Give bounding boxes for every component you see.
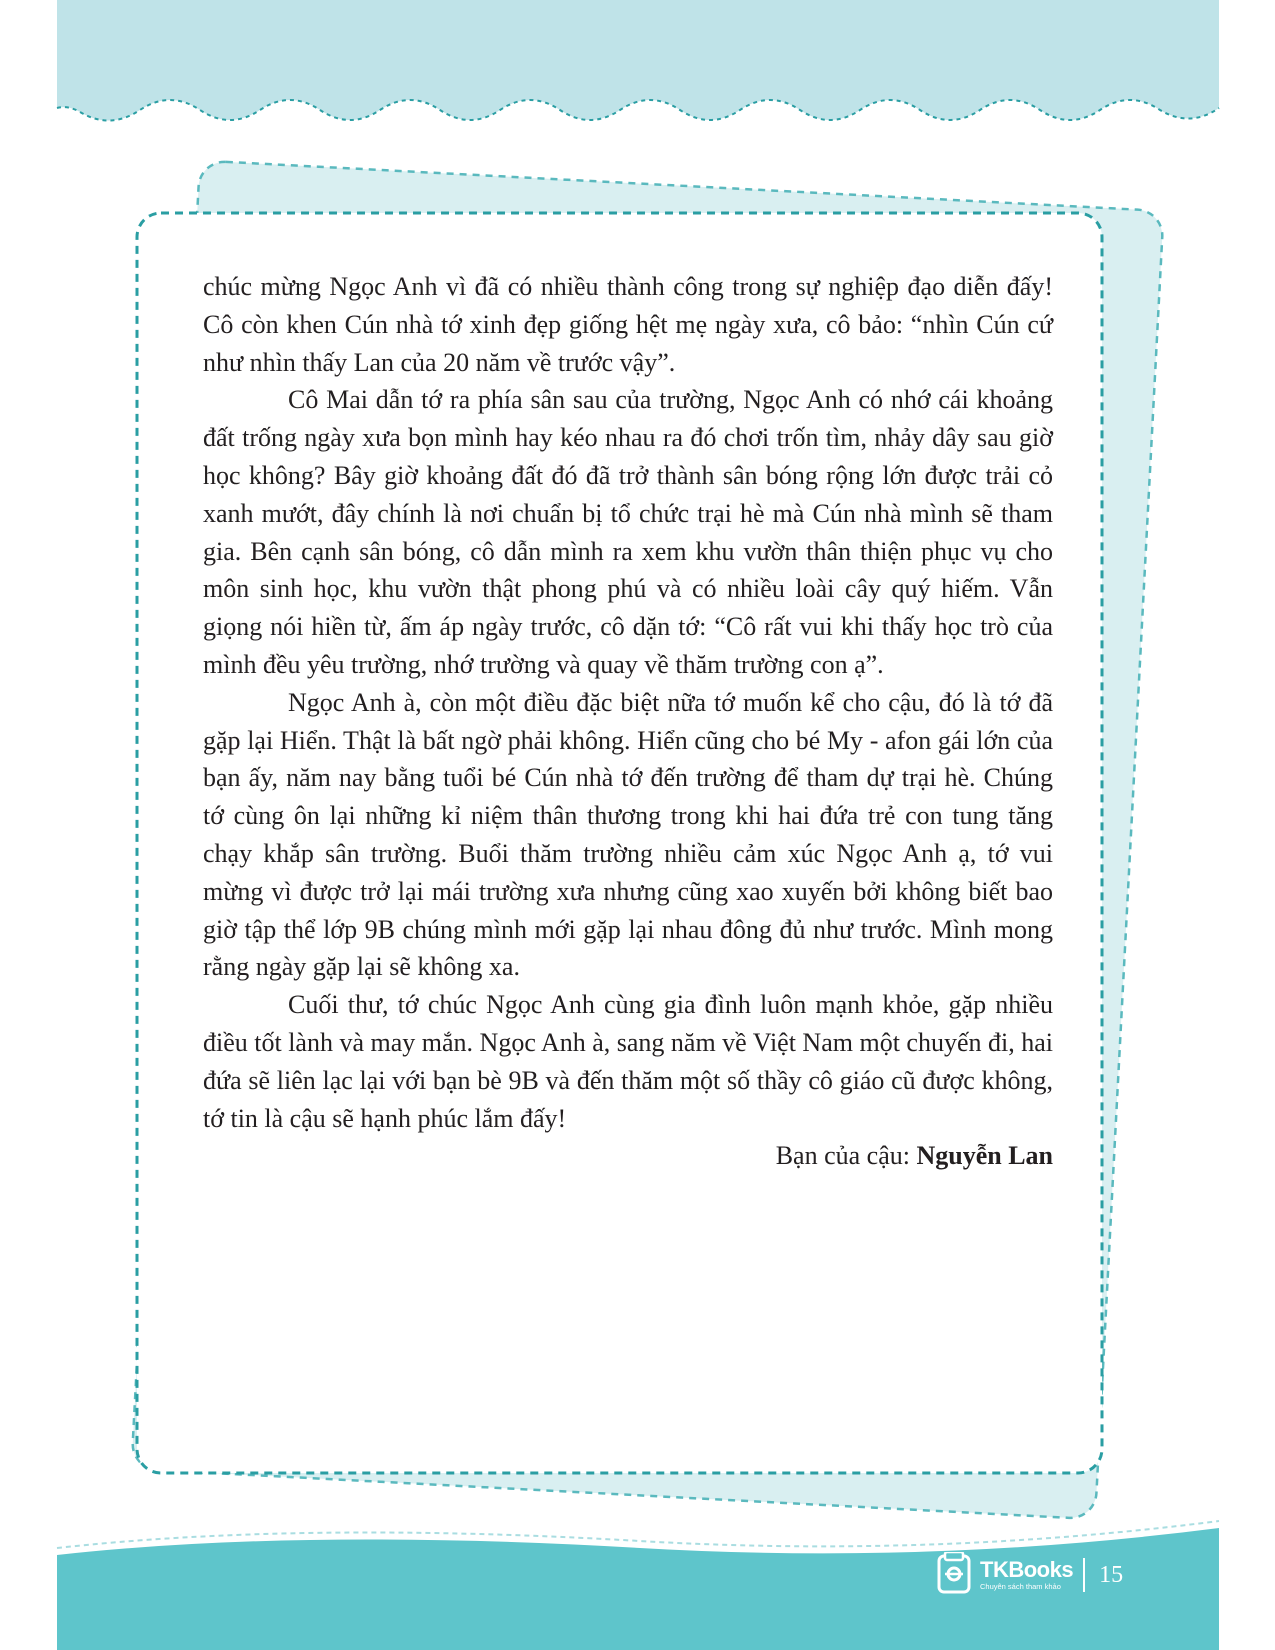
signature <box>203 1137 1053 1175</box>
paragraph: Ngọc Anh à, còn một điều đặc biệt nữa tớ muốn kể cho cậu, đó là tớ đã gặp lại Hiển. Thật là bất ngờ phải không. Hiển cũng cho bé My - afon gái lớn của bạn ấy, năm nay bằng tuổi bé Cún nhà tớ đến trường để tham dự trại hè. Chúng tớ cùng ôn lại những kỉ niệm thân thương trong khi hai đứa trẻ con tung tăng chạy khắp sân trường. Buổi thăm trường nhiều cảm xúc Ngọc Anh ạ, tớ vui mừng vì được trở lại mái trường xưa nhưng cũng xao xuyến bởi không biết bao giờ tập thể lớp 9B chúng mình mới gặp lại nhau đông đủ như trước. Mình mong rằng ngày gặp lại sẽ không xa. <box>203 687 1053 982</box>
paragraph: chúc mừng Ngọc Anh vì đã có nhiều thành công trong sự nghiệp đạo diễn đấy! Cô còn khen Cún nhà tớ xinh đẹp giống hệt mẹ ngày xưa, cô bảo: “nhìn Cún cứ như nhìn thấy Lan của 20 năm về trước vậy”. <box>203 272 1053 377</box>
brand-tagline: Chuyên sách tham khảo <box>980 1582 1061 1592</box>
brand-text <box>980 1559 1073 1591</box>
letter-body <box>203 268 1053 1175</box>
page-number: 15 <box>1099 1561 1124 1588</box>
signature-label: Bạn của cậu: <box>775 1141 917 1171</box>
brand-name: TKBooks <box>980 1557 1074 1583</box>
paragraph: Cuối thư, tớ chúc Ngọc Anh cùng gia đình luôn mạnh khỏe, gặp nhiều điều tốt lành và may mắn. Ngọc Anh à, sang năm về Việt Nam một chuyến đi, hai đứa sẽ liên lạc lại với bạn bè 9B và đến thăm một số thầy cô giáo cũ được không, tớ tin là cậu sẽ hạnh phúc lắm đấy! <box>203 990 1053 1133</box>
signature-name: Nguyễn Lan <box>916 1141 1053 1171</box>
top-wave-band <box>57 0 1219 121</box>
book-logo-icon <box>936 1552 974 1598</box>
footer-brand <box>936 1545 1123 1605</box>
footer-divider <box>1083 1558 1085 1592</box>
paragraph: Cô Mai dẫn tớ ra phía sân sau của trường, Ngọc Anh có nhớ cái khoảng đất trống ngày xưa bọn mình hay kéo nhau ra đó chơi trốn tìm, nhảy dây sau giờ học không? Bây giờ khoảng đất đó đã trở thành sân bóng rộng lớn được trải cỏ xanh mướt, đây chính là nơi chuẩn bị tổ chức trại hè mà Cún nhà mình sẽ tham gia. Bên cạnh sân bóng, cô dẫn mình ra xem khu vườn thân thiện phục vụ cho môn sinh học, khu vườn thật phong phú và có nhiều loài cây quý hiếm. Vẫn giọng nói hiền từ, ấm áp ngày trước, cô dặn tớ: “Cô rất vui khi thấy học trò của mình đều yêu trường, nhớ trường và quay về thăm trường con ạ”. <box>203 385 1053 679</box>
